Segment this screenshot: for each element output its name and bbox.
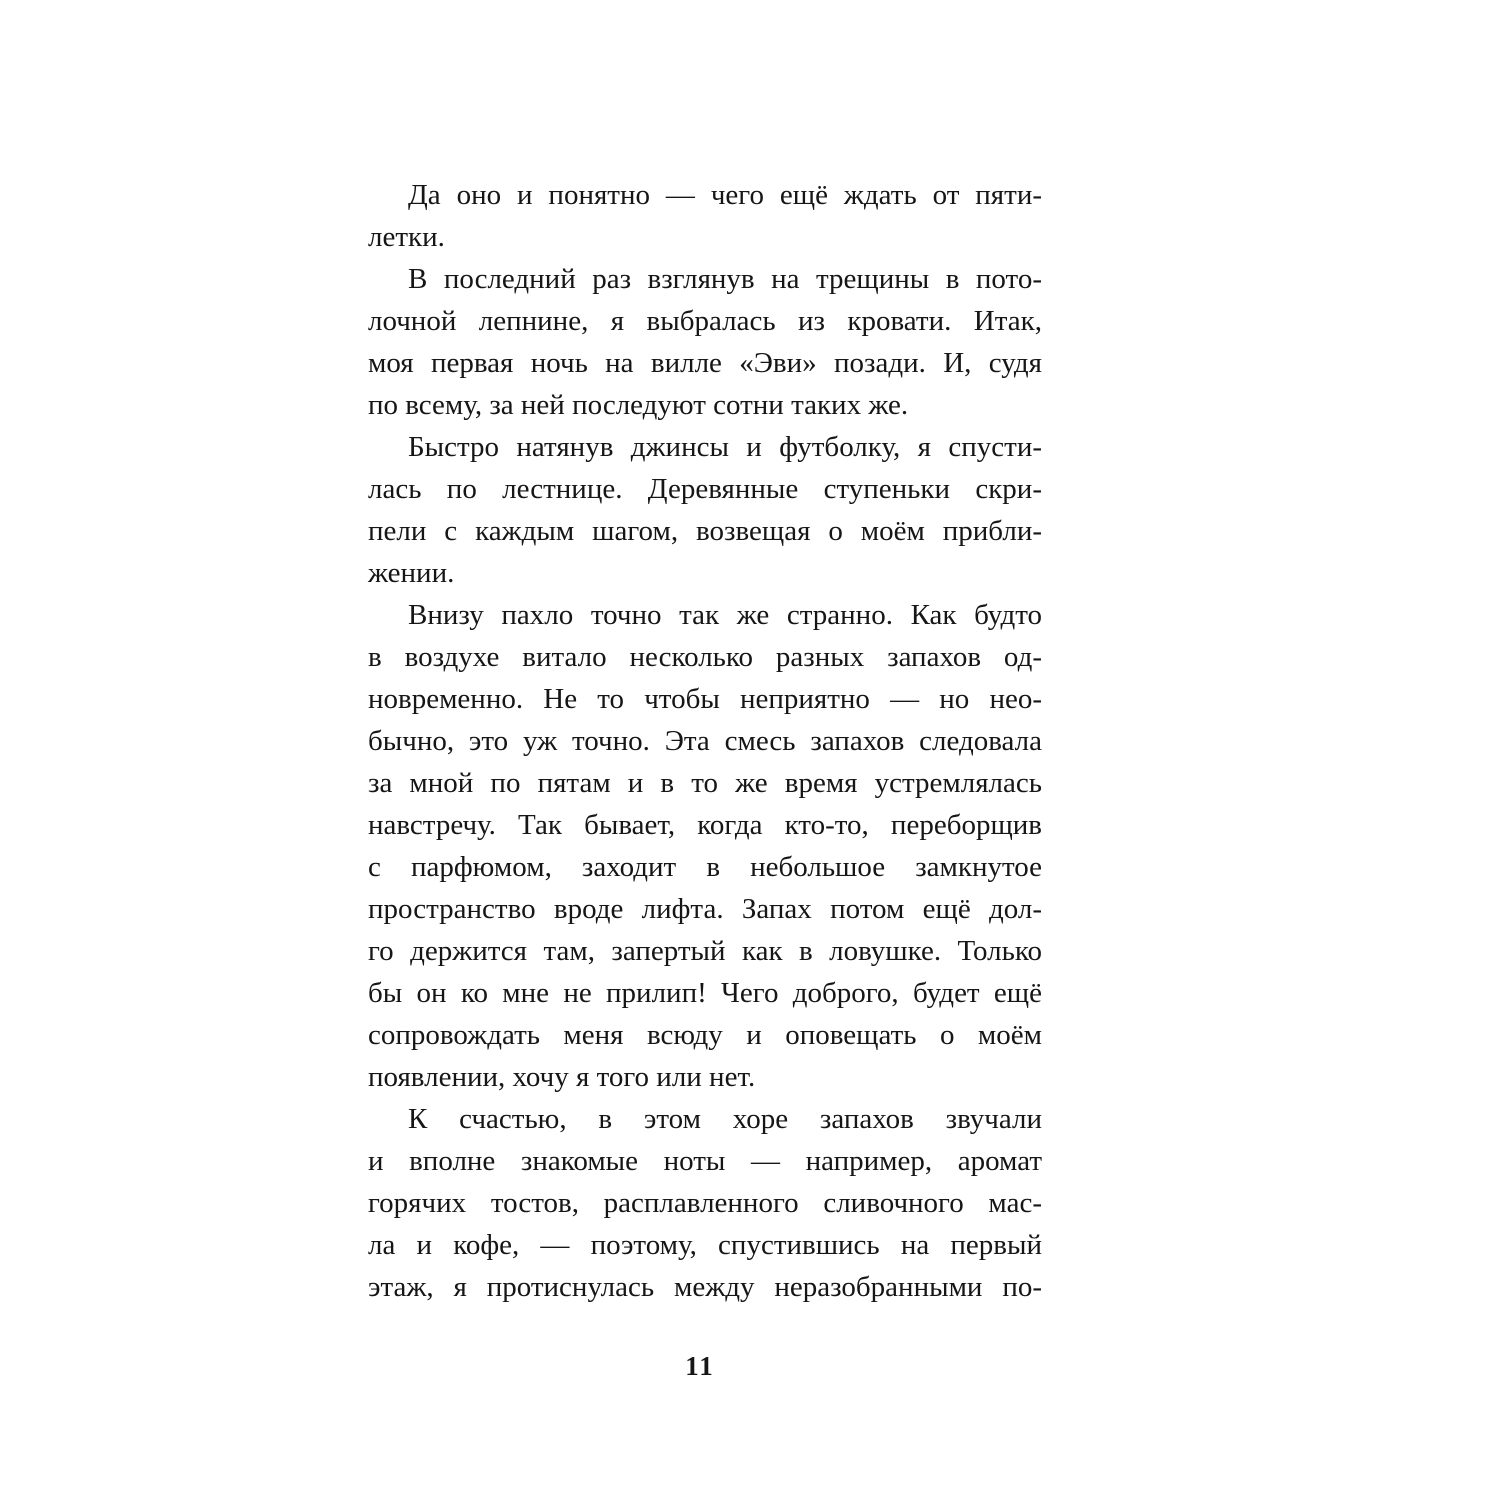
text-line: летки. [368, 221, 445, 253]
text-line: этаж, я протиснулась между неразобранными по- [368, 1271, 1042, 1303]
page-number: 11 [685, 1351, 715, 1381]
text-line: навстречу. Так бывает, когда кто-то, переборщив [368, 809, 1042, 841]
text-line: го держится там, запертый как в ловушке. Только [368, 935, 1042, 967]
text-line: лочной лепнине, я выбралась из кровати. Итак, [368, 305, 1042, 337]
text-line: за мной по пятам и в то же время устремлялась [368, 767, 1042, 799]
text-line: ла и кофе, — поэтому, спустившись на первый [368, 1229, 1042, 1261]
text-line: и вполне знакомые ноты — например, аромат [368, 1145, 1042, 1177]
text-line: Быстро натянув джинсы и футболку, я спусти- [408, 431, 1042, 463]
text-line: пространство вроде лифта. Запах потом ещё дол- [368, 893, 1042, 925]
text-line: с парфюмом, заходит в небольшое замкнутое [368, 851, 1042, 883]
text-line: новременно. Не то чтобы неприятно — но нео- [368, 683, 1042, 715]
text-line: Внизу пахло точно так же странно. Как будто [408, 599, 1042, 631]
text-line: бычно, это уж точно. Эта смесь запахов следовала [368, 725, 1042, 757]
text-line: сопровождать меня всюду и оповещать о моём [368, 1019, 1042, 1051]
text-line: пели с каждым шагом, возвещая о моём прибли- [368, 515, 1042, 547]
text-line: горячих тостов, расплавленного сливочного мас- [368, 1187, 1042, 1219]
text-line: Да оно и понятно — чего ещё ждать от пяти- [408, 179, 1042, 211]
text-line: лась по лестнице. Деревянные ступеньки скри- [368, 473, 1042, 505]
text-line: В последний раз взглянув на трещины в пото- [408, 263, 1042, 295]
text-line: К счастью, в этом хоре запахов звучали [408, 1103, 1042, 1135]
text-line: по всему, за ней последуют сотни таких же. [368, 389, 909, 421]
text-line: моя первая ночь на вилле «Эви» позади. И, судя [368, 347, 1042, 379]
text-line: жении. [368, 557, 455, 589]
text-line: появлении, хочу я того или нет. [368, 1061, 756, 1093]
text-line: в воздухе витало несколько разных запахов од- [368, 641, 1042, 673]
text-line: бы он ко мне не прилип! Чего доброго, будет ещё [368, 977, 1042, 1009]
